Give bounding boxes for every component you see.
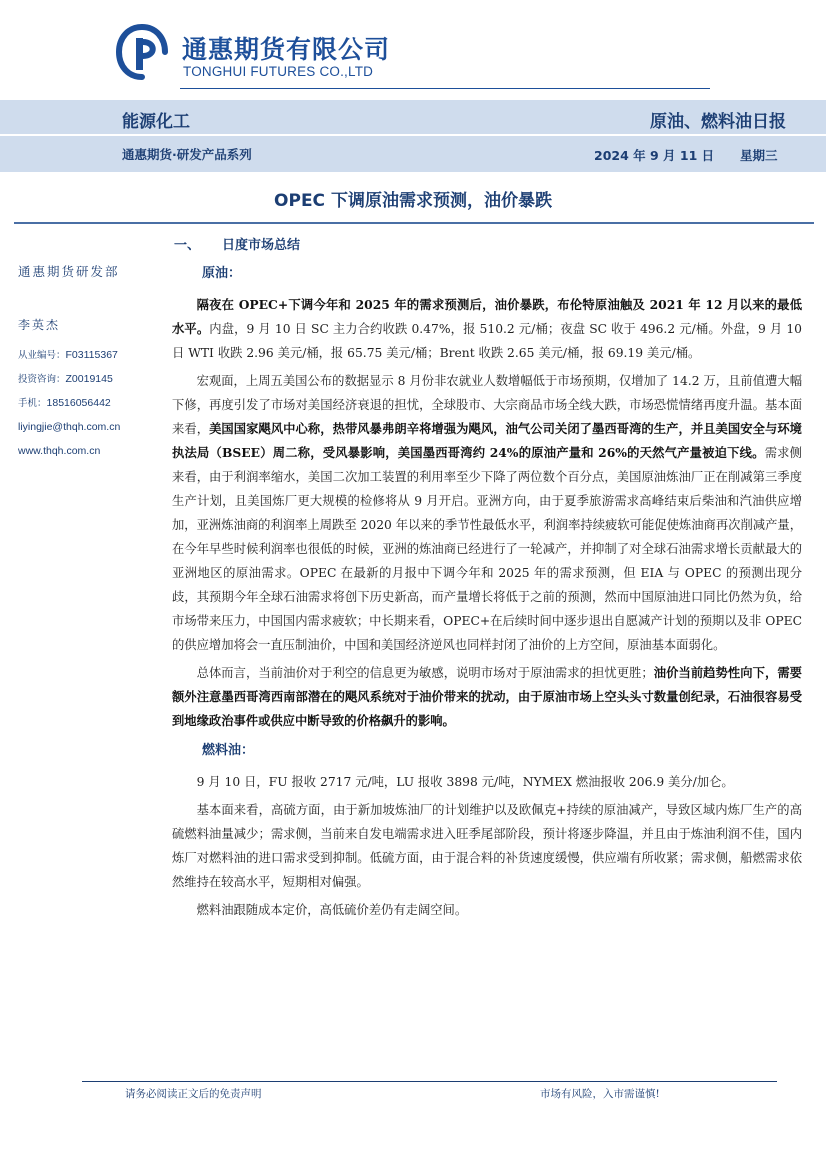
website-value[interactable]: www.thqh.com.cn [18,445,101,457]
header-divider [180,88,710,89]
license-value: F03115367 [65,349,118,361]
report-weekday: 星期三 [740,148,778,163]
fuel-paragraph-2: 基本面来看，高硫方面，由于新加坡炼油厂的计划维护以及欧佩克+持续的原油减产，导致区域内炼厂生产的高硫燃料油量减少；需求侧，当前来自发电端需求进入旺季尾部阶段，预计将逐步降温，并且由于炼油利润不佳，国内炼厂对燃料油的进口需求受到抑制。低硫方面，由于混合料的补货速度缓慢，供应端有所收紧；需求侧，船燃需求依然维持在较高水平，短期相对偏强。 [172,803,802,889]
phone-number [18,391,168,415]
section-heading [174,234,300,253]
consulting-number [18,367,168,391]
disclaimer-note: 请务必阅读正文后的免责声明 [125,1088,262,1100]
series-label: 通惠期货·研发产品系列 [122,147,252,162]
website-link[interactable] [18,439,168,463]
crude-p3-text: 总体而言，当前油价对于利空的信息更为敏感，说明市场对于原油需求的担忧更胜； [196,666,654,680]
headline-divider [14,222,814,224]
section-title: 日度市场总结 [222,238,301,253]
crude-p2-bold: 美国国家飓风中心称，热带风暴弗朗辛将增强为飓风，油气公司关闭了墨西哥湾的生产，并且美国安全与环境执法局（BSEE）周二称，受风暴影响，美国墨西哥湾约 24%的原油产量和 26%的天然气产量被迫下线。 [172,421,802,460]
fuel-subheading: 燃料油： [202,743,255,758]
analyst-name: 李英杰 [18,318,61,332]
crude-paragraph-2 [172,369,802,657]
page-headline: OPEC 下调原油需求预测，油价暴跌 [274,191,552,211]
report-title: 原油、燃料油日报 [650,112,786,132]
license-label: 从业编号： [18,350,66,361]
email-value[interactable]: liyingjie@thqh.com.cn [18,421,121,433]
company-name-en: TONGHUI FUTURES CO.,LTD [183,64,374,79]
crude-p2-text-b: 需求侧来看，由于利润率缩水，美国二次加工装置的利用率至少下降了两位数个百分点，美国原油炼油厂正在削减第三季度生产计划，且美国炼厂更大规模的检修将从 9 月开启。亚洲方向，由于夏季旅游需求高峰结束后柴油和汽油供应增加，亚洲炼油商的利润率上周跌至 2020 年以来的季节性最低水平，利润率持续疲软可能促使炼油商再次削减产量，在今年早些时候利润率也很低的时候，亚洲的炼油商已经进行了一轮减产，并抑制了对全球石油需求增长贡献最大的亚洲地区的原油需求。OPEC 在最新的月报中下调今年和 2025 年的需求预测，但 EIA 与 OPEC 的预测出现分歧，其预期今年全球石油需求将创下历史新高，而产量增长将低于之前的预测，然而中国原油进口同比仍然为负，给市场带来压力，中国国内需求疲软；中长期来看，OPEC+在后续时间中逐步退出自愿减产计划的预期以及非 OPEC 的供应增加将会一直压制油价，中国和美国经济逆风也同样封闭了油价的上方空间，原油基本面弱化。 [172,446,802,652]
report-body [172,262,802,926]
tonghui-logo-icon [116,24,168,80]
crude-p1-text: 内盘，9 月 10 日 SC 主力合约收跌 0.47%，报 510.2 元/桶；夜盘 SC 收于 496.2 元/桶。外盘，9 月 10 日 WTI 收跌 2.96 美元/桶，报 65.75 美元/桶；Brent 收跌 2.65 美元/桶，报 69.19 美元/桶。 [172,322,802,360]
fuel-paragraph-1: 9 月 10 日，FU 报收 2717 元/吨，LU 报收 3898 元/吨，NYMEX 燃油报收 206.9 美分/加仑。 [196,775,734,789]
section-number: 一、 [174,238,201,253]
consulting-value: Z0019145 [65,373,113,385]
crude-p1-bold: 隔夜在 OPEC+下调今年和 2025 年的需求预测后，油价暴跌，布伦特原油触及 2021 年 12 月以来的最低水平。 [172,297,802,336]
email-address[interactable] [18,415,168,439]
banner-divider [0,134,826,136]
crude-subheading: 原油： [202,266,242,281]
phone-label: 手机： [18,398,47,409]
department-name: 通惠期货研发部 [18,264,120,279]
crude-paragraph-3 [172,661,802,733]
footer-divider [82,1081,777,1082]
fuel-paragraph-3: 燃料油跟随成本定价，高低硫价差仍有走阔空间。 [196,903,468,917]
phone-value: 18516056442 [46,397,111,409]
author-sidebar [18,262,168,463]
consulting-label: 投资咨询： [18,374,66,385]
crude-p3-bold: 油价当前趋势性向下，需要额外注意墨西哥湾西南部潜在的飓风系统对于油价带来的扰动，由于原油市场上空头头寸数量创纪录，石油很容易受到地缘政治事件或供应中断导致的价格飙升的影响。 [172,665,802,728]
report-date: 2024 年 9 月 11 日 [594,148,715,163]
license-number [18,343,168,367]
company-name-cn: 通惠期货有限公司 [182,35,391,64]
crude-paragraph-1 [172,293,802,365]
crude-p2-text-a: 宏观面，上周五美国公布的数据显示 8 月份非农就业人数增幅低于市场预期，仅增加了 14.2 万，且前值遭大幅下修，再度引发了市场对美国经济衰退的担忧，全球股市、大宗商品市场全线大跌，市场恐慌情绪再度升温。基本面来看， [172,374,802,436]
sector-label: 能源化工 [122,112,190,132]
risk-warning: 市场有风险，入市需谨慎! [540,1088,660,1100]
